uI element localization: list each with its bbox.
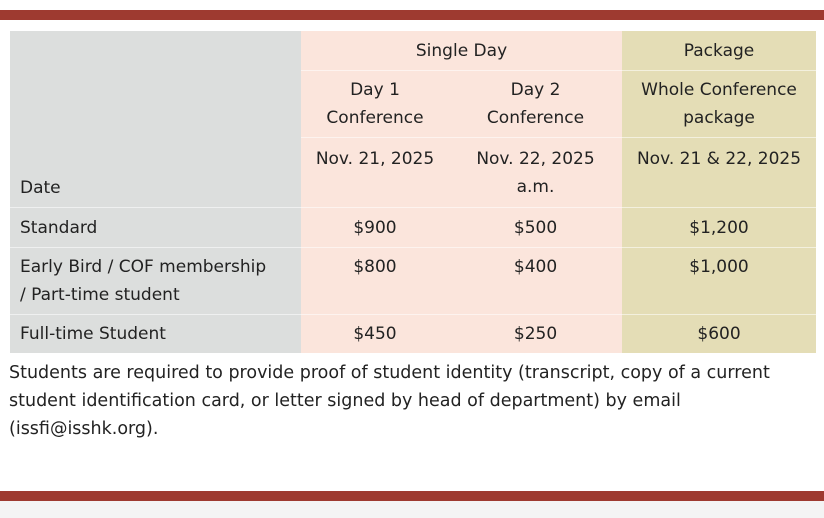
day1-header-line2: Conference [326, 108, 424, 128]
day2-header-line2: Conference [486, 108, 585, 128]
date-label: Date [20, 178, 61, 198]
top-accent-bar [0, 10, 824, 20]
table-row [10, 248, 816, 315]
table-row [10, 208, 816, 248]
footer-strip [0, 501, 824, 518]
row-label-early-bird-line1: Early Bird / COF membership [20, 257, 267, 277]
day1-header [301, 71, 449, 138]
row-label-early-bird-line2: / Part-time student [20, 285, 180, 305]
date-label-cell [10, 31, 301, 208]
price-package-standard: $1,200 [622, 208, 816, 248]
fee-table [10, 31, 816, 353]
table-header-row [10, 31, 816, 71]
day2-date [449, 138, 622, 208]
row-label-early-bird [10, 248, 301, 315]
price-package-full-time: $600 [622, 315, 816, 354]
package-date: Nov. 21 & 22, 2025 [622, 138, 816, 208]
price-day2-early-bird: $400 [449, 248, 622, 315]
package-header: Package [622, 31, 816, 71]
single-day-header: Single Day [301, 31, 622, 71]
whole-package-header [622, 71, 816, 138]
price-day1-early-bird: $800 [301, 248, 449, 315]
price-day1-standard: $900 [301, 208, 449, 248]
day2-header-line1: Day 2 [510, 80, 561, 100]
whole-package-header-line2: package [683, 108, 755, 128]
bottom-accent-bar [0, 491, 824, 501]
day1-date: Nov. 21, 2025 [301, 138, 449, 208]
table-row [10, 315, 816, 354]
whole-package-header-line1: Whole Conference [641, 80, 797, 100]
note-line1: Students are required to provide proof of student identity (transcript, copy of a current [9, 363, 770, 383]
price-day2-full-time: $250 [449, 315, 622, 354]
price-day2-standard: $500 [449, 208, 622, 248]
day1-header-line1: Day 1 [350, 80, 400, 100]
day2-date-line2: a.m. [516, 177, 555, 197]
day2-header [449, 71, 622, 138]
row-label-full-time: Full-time Student [10, 315, 301, 354]
row-label-standard: Standard [10, 208, 301, 248]
price-day1-full-time: $450 [301, 315, 449, 354]
student-proof-note [9, 359, 809, 443]
note-line2: student identification card, or letter signed by head of department) by email [9, 391, 681, 411]
day2-date-line1: Nov. 22, 2025 [476, 149, 595, 169]
note-line3: (issfi@isshk.org). [9, 419, 159, 439]
price-package-early-bird: $1,000 [622, 248, 816, 315]
